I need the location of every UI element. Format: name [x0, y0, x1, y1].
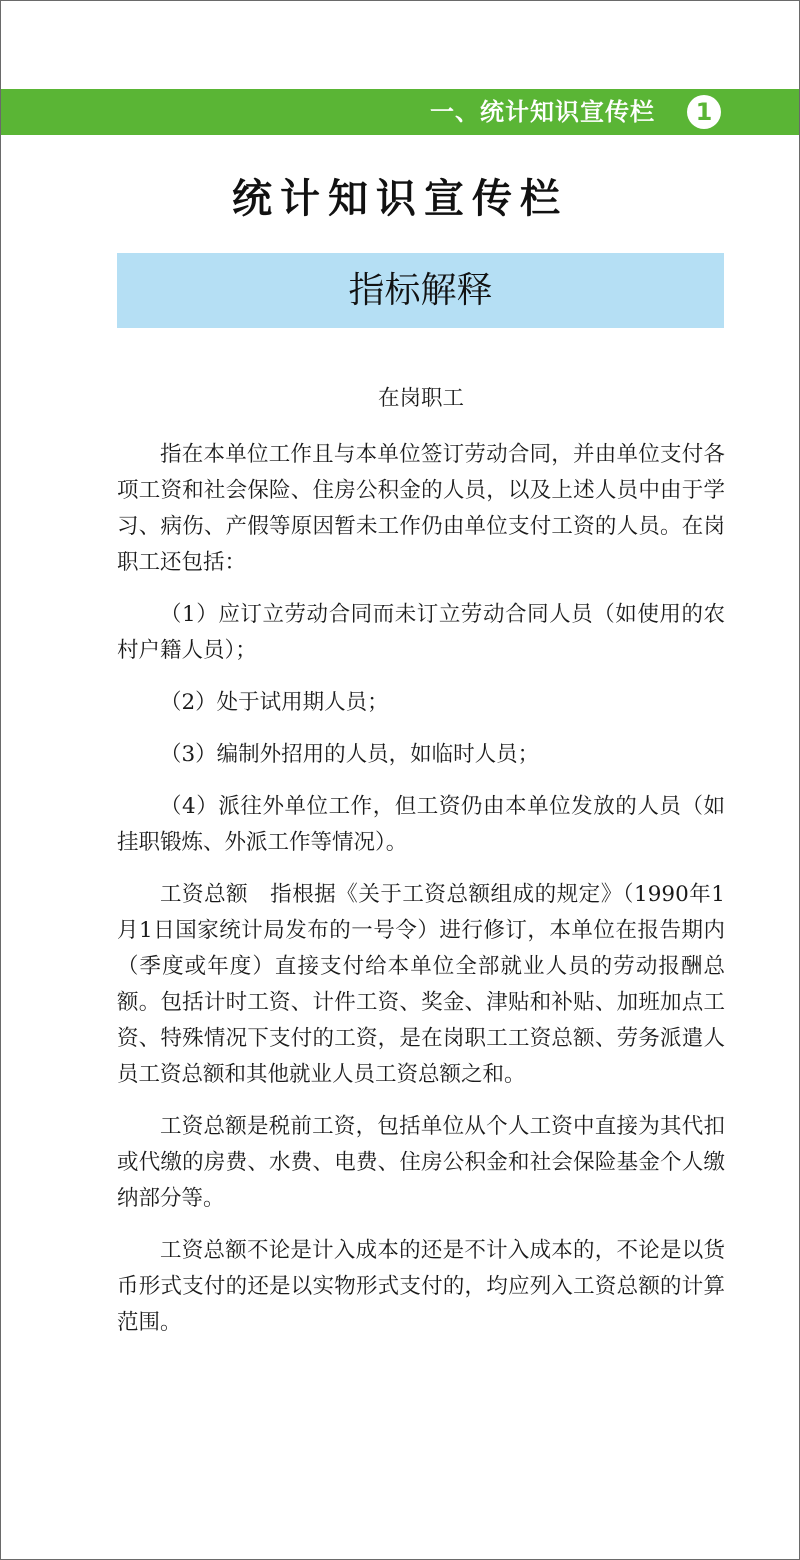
- content-subtitle: 在岗职工: [377, 386, 464, 411]
- content-body: [117, 381, 725, 1357]
- header-section-label: 一、统计知识宣传栏: [430, 98, 655, 126]
- paragraph-definition: 指在本单位工作且与本单位签订劳动合同，并由单位支付各项工资和社会保险、住房公积金的人员，以及上述人员中由于学习、病伤、产假等原因暂未工作仍由单位支付工资的人员。在岗职工还包括：: [117, 442, 725, 575]
- paragraph-scope: 工资总额不论是计入成本的还是不计入成本的，不论是以货币形式支付的还是以实物形式支付的，均应列入工资总额的计算范围。: [117, 1238, 725, 1335]
- section-number-badge: 1: [687, 95, 721, 129]
- section-title: 指标解释: [348, 270, 493, 311]
- paragraph-item-1: （1）应订立劳动合同而未订立劳动合同人员（如使用的农村户籍人员）；: [117, 602, 725, 663]
- section-heading-box: [117, 253, 724, 328]
- paragraph-item-4: （4）派往外单位工作，但工资仍由本单位发放的人员（如挂职锻炼、外派工作等情况）。: [117, 794, 725, 855]
- paragraph-total-wages: 工资总额 指根据《关于工资总额组成的规定》（1990年1月1日国家统计局发布的一号令）进行修订，本单位在报告期内（季度或年度）直接支付给本单位全部就业人员的劳动报酬总额。包括计时工资、计件工资、奖金、津贴和补贴、加班加点工资、特殊情况下支付的工资，是在岗职工工资总额、劳务派遣人员工资总额和其他就业人员工资总额之和。: [117, 882, 725, 1087]
- page-title: 统计知识宣传栏: [232, 176, 568, 222]
- paragraph-pretax: 工资总额是税前工资，包括单位从个人工资中直接为其代扣或代缴的房费、水费、电费、住房公积金和社会保险基金个人缴纳部分等。: [117, 1114, 725, 1211]
- header-bar: [1, 89, 799, 135]
- paragraph-item-2: （2）处于试用期人员；: [160, 690, 389, 715]
- paragraph-item-3: （3）编制外招用的人员，如临时人员；: [160, 742, 540, 767]
